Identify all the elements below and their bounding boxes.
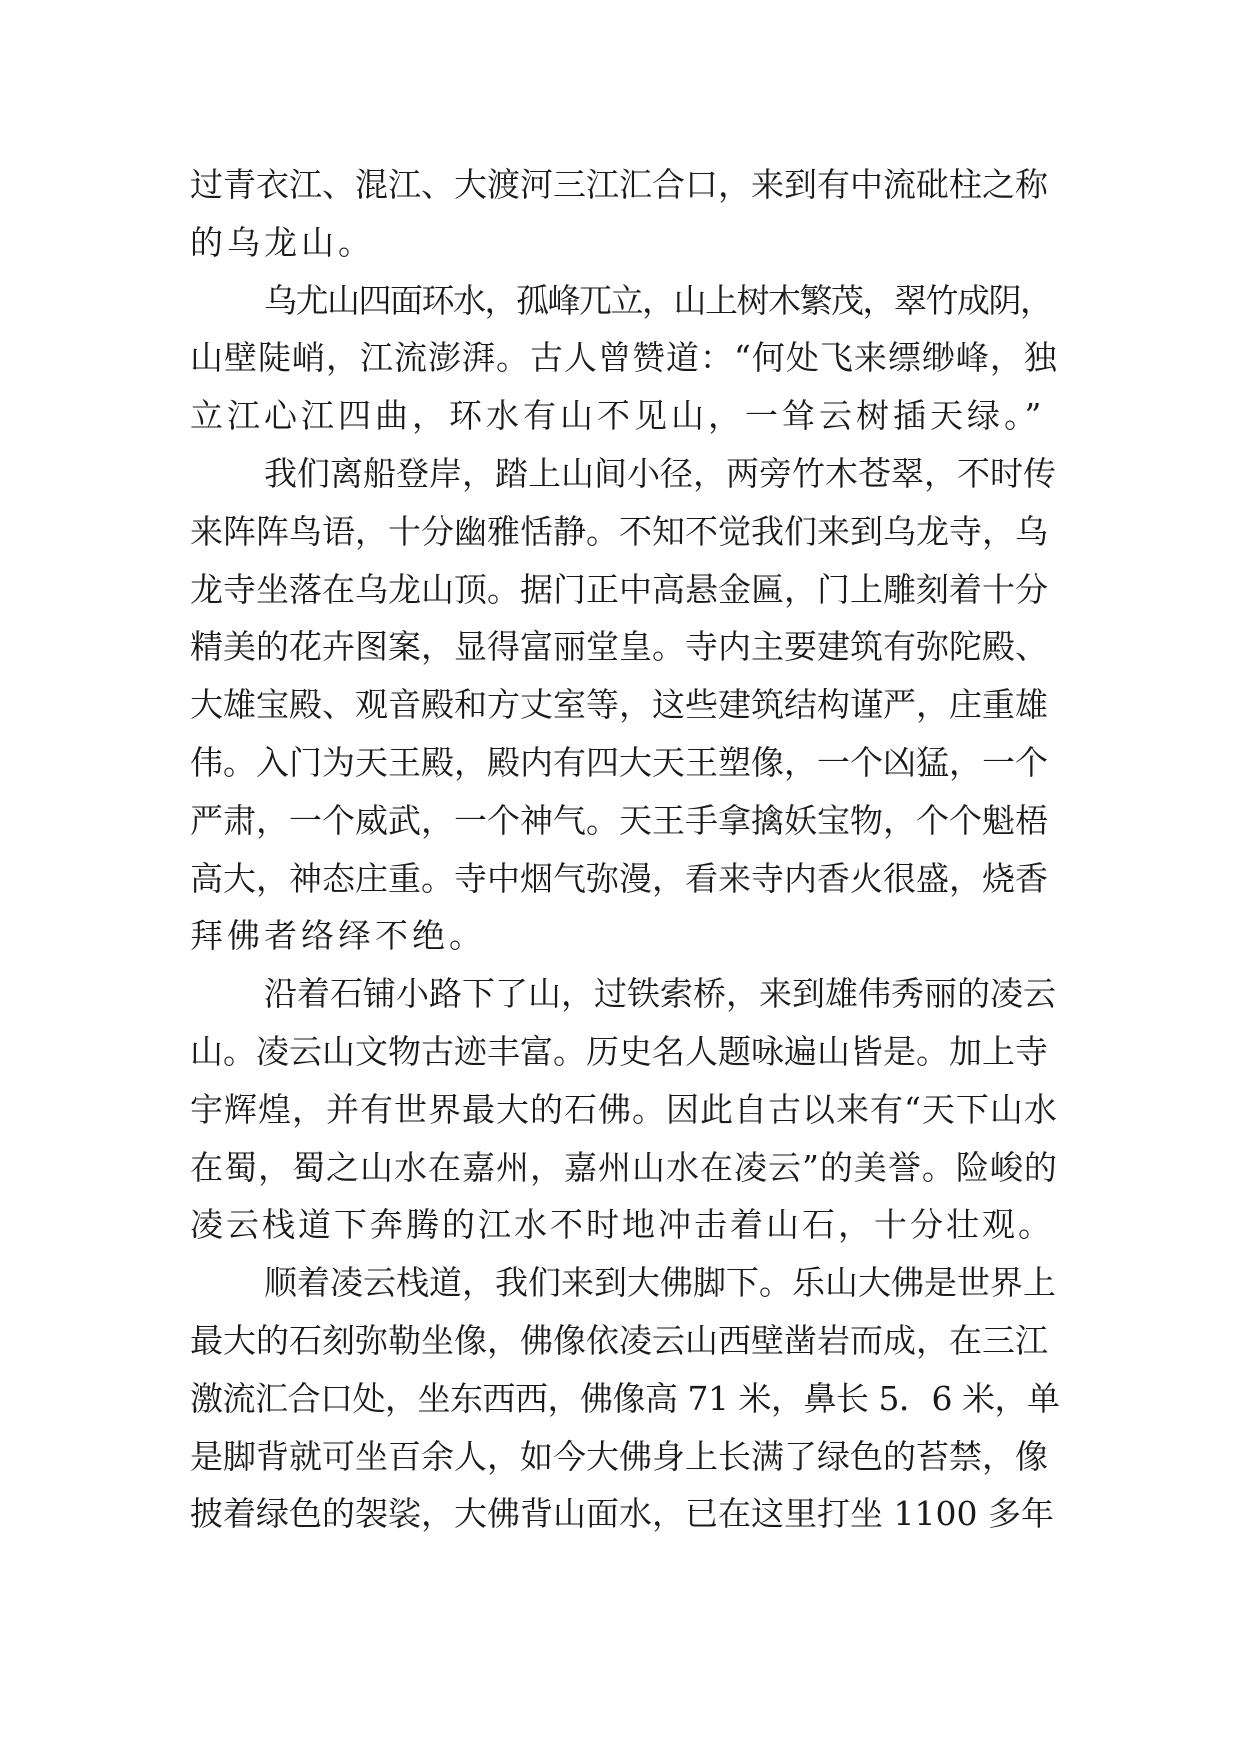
text-line: 伟。入门为天王殿，殿内有四大天王塑像，一个凶猛，一个	[190, 742, 1048, 782]
text-line: 过青衣江、混江、大渡河三江汇合口，来到有中流砒柱之称	[190, 165, 1048, 204]
text-line: 是脚背就可坐百余人，如今大佛身上长满了绿色的苔禁，像	[190, 1436, 1048, 1476]
text-line: 来阵阵鸟语，十分幽雅恬静。不知不觉我们来到乌龙寺，乌	[190, 511, 1048, 551]
text-line: 龙寺坐落在乌龙山顶。据门正中高悬金匾，门上雕刻着十分	[190, 569, 1048, 609]
text-line: 披着绿色的袈裟，大佛背山面水，已在这里打坐 1100 多年	[190, 1494, 1054, 1534]
paragraph	[190, 156, 1060, 272]
text-line: 大雄宝殿、观音殿和方丈室等，这些建筑结构谨严，庄重雄	[190, 685, 1048, 725]
text-line: 沿着石铺小路下了山，过铁索桥，来到雄伟秀丽的凌云	[264, 974, 1056, 1014]
body-text	[190, 156, 1060, 1543]
text-line: 山壁陡峭，江流澎湃。古人曾赞道：“何处飞来缥缈峰，独	[190, 338, 1058, 378]
text-line: 山。凌云山文物古迹丰富。历史名人题咏遍山皆是。加上寺	[190, 1031, 1048, 1071]
text-line: 乌尤山四面环水，孤峰兀立，山上树木繁茂，翠竹成阴，	[264, 280, 1052, 320]
text-line: 在蜀，蜀之山水在嘉州，嘉州山水在凌云”的美誉。险峻的	[190, 1147, 1058, 1187]
paragraph	[190, 965, 1060, 1254]
text-line: 宇辉煌，并有世界最大的石佛。因此自古以来有“天下山水	[190, 1089, 1058, 1129]
text-line: 最大的石刻弥勒坐像，佛像依凌云山西壁凿岩而成，在三江	[190, 1320, 1048, 1360]
text-line: 精美的花卉图案，显得富丽堂皇。寺内主要建筑有弥陀殿、	[190, 627, 1048, 667]
paragraph	[190, 445, 1060, 965]
text-line: 高大，神态庄重。寺中烟气弥漫，看来寺内香火很盛，烧香	[190, 858, 1048, 898]
paragraph	[190, 272, 1060, 445]
text-line: 立江心江四曲，环水有山不见山，一耸云树插天绿。”	[190, 396, 1046, 436]
paragraph	[190, 1254, 1060, 1543]
text-line: 凌云栈道下奔腾的江水不时地冲击着山石，十分壮观。	[190, 1205, 1054, 1245]
text-line: 的乌龙山。	[190, 222, 375, 262]
text-line: 我们离船登岸，踏上山间小径，两旁竹木苍翠，不时传	[264, 453, 1056, 493]
text-line: 严肃，一个威武，一个神气。天王手拿擒妖宝物，个个魁梧	[190, 800, 1048, 840]
text-line: 拜佛者络绎不绝。	[190, 916, 486, 956]
text-line: 顺着凌云栈道，我们来到大佛脚下。乐山大佛是世界上	[264, 1263, 1056, 1303]
text-line: 激流汇合口处，坐东西西，佛像高 71 米，鼻长 5．6 米，单	[190, 1378, 1060, 1418]
